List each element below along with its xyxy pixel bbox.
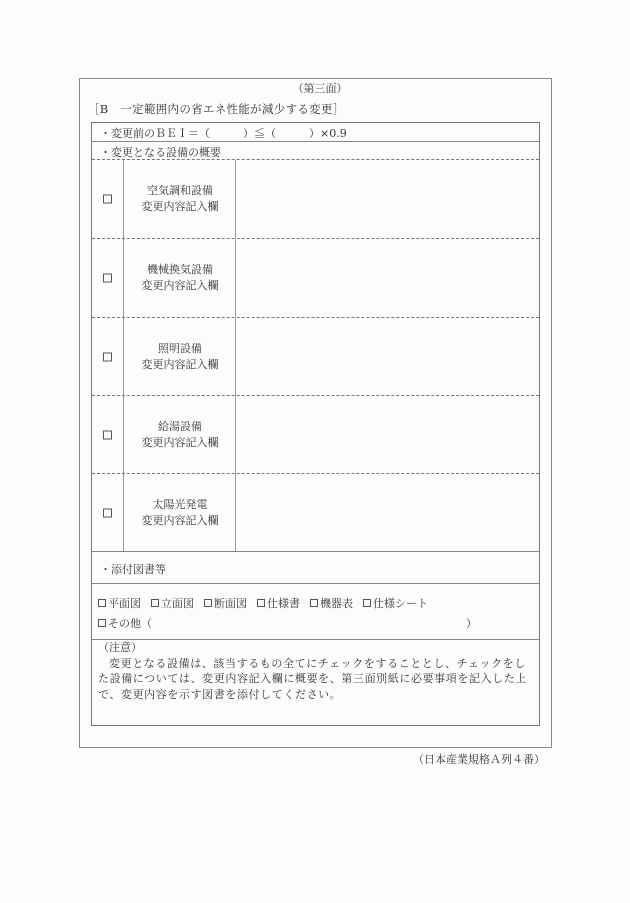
attachment-label: 仕様書	[267, 597, 300, 610]
checkbox-lighting[interactable]	[103, 353, 112, 362]
attachments-list	[98, 595, 428, 611]
notes-heading: （注意）	[98, 641, 142, 654]
input-hot-water-details[interactable]	[237, 396, 539, 474]
equipment-row-ventilation	[92, 239, 539, 317]
face-title: （第三面）	[292, 82, 348, 95]
other-close-paren: ）	[466, 617, 477, 630]
input-lighting-details[interactable]	[237, 318, 539, 396]
attachments-header: ・添付図書等	[100, 563, 166, 576]
attachment-label: 仕様シート	[373, 597, 428, 610]
equipment-name: 空気調和設備	[147, 184, 213, 197]
attachment-floor-plan[interactable]	[98, 595, 141, 611]
other-label: その他（	[108, 617, 152, 630]
input-hvac-details[interactable]	[237, 160, 539, 238]
equipment-label	[124, 341, 236, 373]
equipment-sub: 変更内容記入欄	[141, 514, 219, 527]
equipment-sub: 変更内容記入欄	[141, 436, 219, 449]
attachment-section[interactable]	[204, 595, 247, 611]
attachment-spec-sheet[interactable]	[363, 595, 428, 611]
equipment-sub: 変更内容記入欄	[141, 358, 219, 371]
attachment-elevation[interactable]	[151, 595, 194, 611]
attachment-label: 平面図	[108, 597, 141, 610]
notes	[98, 640, 533, 702]
equipment-row-hot-water	[92, 396, 539, 474]
divider	[92, 551, 539, 552]
checkbox-empty-icon[interactable]	[98, 619, 106, 627]
checkbox-hvac[interactable]	[103, 195, 112, 204]
notes-body: 変更となる設備は、該当するもの全てにチェックをすることとし、チェックをした設備については、変更内容記入欄に概要を、第三面別紙に必要事項を記入した上で、変更内容を示す図書を添付してください。	[98, 656, 527, 701]
paper-size-spec: （日本産業規格Ａ列４番）	[413, 753, 545, 766]
checkbox-empty-icon[interactable]	[363, 599, 371, 607]
checkbox-empty-icon[interactable]	[310, 599, 318, 607]
checkbox-hot-water[interactable]	[103, 431, 112, 440]
divider	[92, 141, 539, 142]
equipment-name: 給湯設備	[158, 420, 202, 433]
checkbox-ventilation[interactable]	[103, 274, 112, 283]
checkbox-solar[interactable]	[103, 509, 112, 518]
attachment-other-row	[98, 615, 533, 631]
equipment-row-solar	[92, 474, 539, 552]
other-input[interactable]	[162, 615, 533, 631]
attachment-equipment-list[interactable]	[310, 595, 353, 611]
form-table	[91, 122, 540, 726]
attachment-specification[interactable]	[257, 595, 300, 611]
checkbox-empty-icon[interactable]	[257, 599, 265, 607]
equipment-label	[124, 419, 236, 451]
equipment-label	[124, 183, 236, 215]
attachment-label: 立面図	[161, 597, 194, 610]
equipment-header: ・変更となる設備の概要	[100, 146, 221, 159]
input-solar-details[interactable]	[237, 474, 539, 552]
checkbox-empty-icon[interactable]	[204, 599, 212, 607]
checkbox-empty-icon[interactable]	[151, 599, 159, 607]
equipment-row-lighting	[92, 318, 539, 396]
bei-row-label: ・変更前のＢＥＩ＝（ ）≦（ ）×0.9	[100, 127, 347, 140]
input-ventilation-details[interactable]	[237, 239, 539, 317]
equipment-row-hvac	[92, 160, 539, 238]
equipment-label	[124, 497, 236, 529]
equipment-name: 太陽光発電	[152, 498, 208, 511]
divider	[92, 583, 539, 584]
equipment-name: 機械換気設備	[147, 263, 213, 276]
equipment-name: 照明設備	[158, 342, 202, 355]
equipment-label	[124, 262, 236, 294]
equipment-sub: 変更内容記入欄	[141, 200, 219, 213]
equipment-sub: 変更内容記入欄	[141, 279, 219, 292]
section-title: ［B 一定範囲内の省エネ性能が減少する変更］	[88, 102, 345, 116]
attachment-label: 機器表	[320, 597, 353, 610]
attachment-label: 断面図	[214, 597, 247, 610]
checkbox-empty-icon[interactable]	[98, 599, 106, 607]
attachment-other[interactable]	[98, 615, 152, 631]
